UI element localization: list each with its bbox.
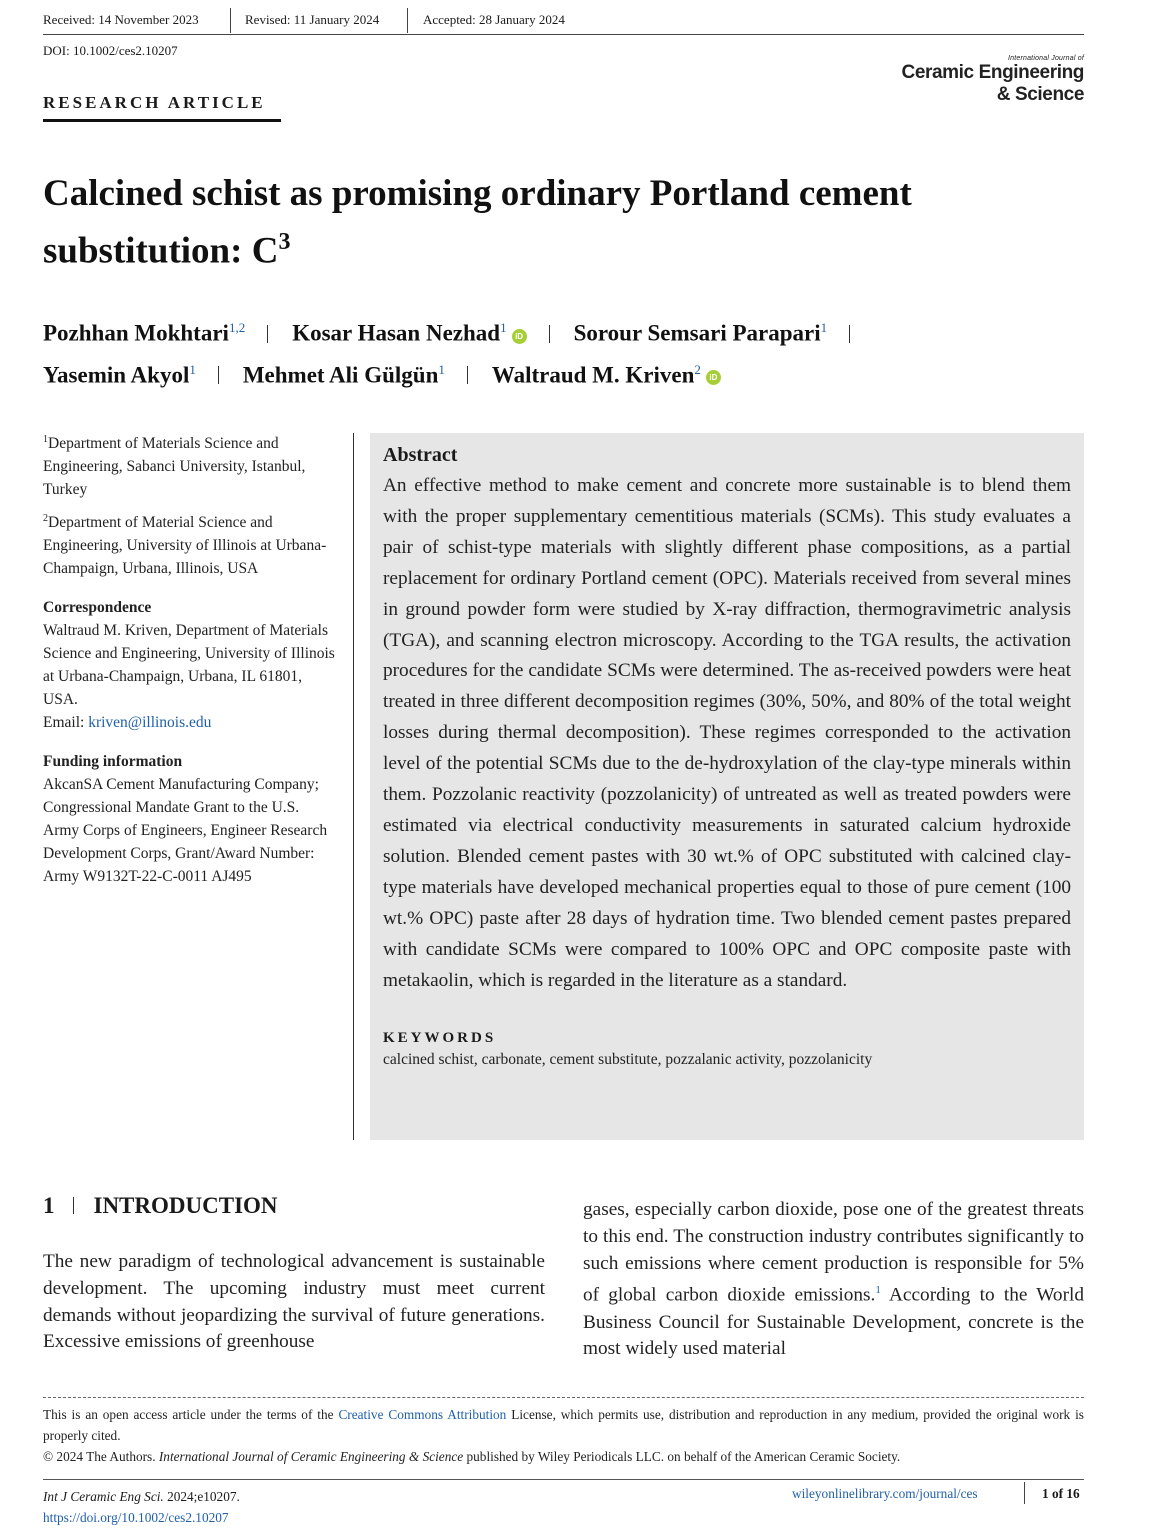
affiliation-ref[interactable]: 1 — [189, 361, 196, 377]
divider — [353, 433, 354, 1140]
doi[interactable]: DOI: 10.1002/ces2.10207 — [43, 43, 178, 58]
accepted-date: Accepted: 28 January 2024 — [423, 12, 565, 27]
correspondence-heading: Correspondence — [43, 599, 152, 617]
divider — [218, 366, 219, 384]
page-number: 1 of 16 — [1042, 1486, 1080, 1501]
journal-logo-small: International Journal of — [1007, 55, 1084, 62]
orcid-icon[interactable]: iD — [512, 329, 527, 344]
keywords: calcined schist, carbonate, cement substitute, pozzalanic activity, pozzolanicity — [383, 1051, 873, 1069]
email-link[interactable]: kriven@illinois.edu — [88, 714, 212, 732]
affiliation-2: $^2$Department of Material Science and Engineering, University of Illinois at Urbana-Champaign, Urbana, Illinois, USA — [43, 513, 327, 578]
article-type: RESEARCH ARTICLE — [43, 93, 281, 122]
doi-link[interactable]: https://doi.org/10.1002/ces2.10207 — [43, 1510, 229, 1525]
divider — [549, 325, 550, 343]
abstract-box — [370, 433, 1084, 1140]
author[interactable]: Yasemin Akyol$^1$ — [43, 361, 196, 388]
email-line: Email: kriven@illinois.edu — [43, 714, 212, 732]
received-date: Received: 14 November 2023 — [43, 12, 199, 27]
divider — [467, 366, 468, 384]
author[interactable]: Kosar Hasan Nezhad$^1$iD — [292, 310, 526, 352]
affiliation-ref[interactable]: 2 — [694, 361, 701, 377]
article-title — [43, 170, 1053, 275]
divider — [267, 325, 268, 343]
revised-date: Revised: 11 January 2024 — [245, 12, 380, 27]
divider — [43, 1479, 1084, 1480]
abstract-text: An effective method to make cement and concrete more sustainable is to blend them with the proper supplementary cementitious materials (SCMs). This study evaluates a pair of schist-type materials with slightly different phase compositions, as a partial replacement for ordinary Portland cement (OPC). Materials received from several mines in ground powder form were studied by X-ray diffraction, thermogravimetric analysis (TGA), and scanning electron microscopy. According to the TGA results, the activation procedures for the candidate SCMs were determined. The as-received powders were heat treated in three different decomposition regimes (30%, 50%, and 80% of the total weight losses during thermal decomposition). These regimes corresponded to the activation level of the potential SCMs due to the de-hydroxylation of the clay-type minerals within them. Pozzolanic reactivity (pozzolanicity) of untreated as well as treated powders were estimated via electrical conductivity measurements in saturated calcium hydroxide solution. Blended cement pastes with 30 wt.% of OPC substituted with calcined clay-type materials have developed mechanical properties equal to those of pure cement (100 wt.% OPC) paste after 28 days of hydration time. Two blended cement pastes prepared with candidate SCMs were compared to 100% OPC and OPC composite paste with metakaolin, which is regarded in the literature as a standard. — [383, 475, 1071, 991]
license-link[interactable]: Creative Commons Attribution — [338, 1407, 507, 1422]
author[interactable]: Mehmet Ali Gülgün$^1$ — [242, 361, 445, 388]
funding-text: AkcanSA Cement Manufacturing Company; Congressional Mandate Grant to the U.S. Army Corps of Engineers, Engineer Research Development Corps, Grant/Award Number: Army W9132T-22-C-0011 AJ495 — [43, 776, 328, 886]
article-sidebar — [43, 428, 335, 888]
journal-logo[interactable] — [902, 55, 1084, 106]
intro-paragraph-right: gases, especially carbon dioxide, pose one of the greatest threats to this end. The construction industry contributes significantly to such emissions where cement production is responsible for 5% of global carbon dioxide emissions.$^1$ According to the World Business Council for Sustainable Development, concrete is the most widely used material — [583, 1199, 1084, 1360]
copyright-note: © 2024 The Authors. International Journal of Ceramic Engineering & Science published by Wiley Periodicals LLC. on behalf of the American Ceramic Society. — [43, 1449, 901, 1464]
affiliation-ref[interactable]: 1 — [820, 320, 828, 335]
affiliation-ref[interactable]: 1 — [438, 361, 445, 377]
author[interactable]: Pozhhan Mokhtari$^{1,2}$ — [43, 320, 246, 346]
dates-row — [43, 10, 1084, 35]
author[interactable]: Sorour Semsari Parapari$^1$ — [573, 320, 828, 346]
divider — [230, 8, 231, 33]
orcid-icon[interactable]: iD — [706, 370, 721, 385]
title-text: Calcined schist as promising ordinary Portland cement substitution: C — [43, 173, 912, 272]
affiliation-1: $^1$Department of Materials Science and Engineering, Sabanci University, Istanbul, Turkey — [43, 434, 306, 499]
divider — [1024, 1482, 1025, 1504]
divider — [407, 8, 408, 33]
divider — [849, 325, 850, 343]
affiliation-ref[interactable]: 1 — [500, 320, 507, 335]
author-list — [43, 310, 1093, 393]
keywords-heading: KEYWORDS — [383, 1030, 497, 1047]
abstract-heading: Abstract — [383, 444, 458, 466]
title-superscript: 3 — [278, 229, 291, 255]
funding-heading: Funding information — [43, 753, 183, 771]
citation: Int J Ceramic Eng Sci. 2024;e10207. https://doi.org/10.1002/ces2.10207 — [43, 1489, 240, 1525]
author[interactable]: Waltraud M. Kriven$^2$iD — [492, 352, 721, 394]
reference-link[interactable]: 1 — [875, 1284, 881, 1297]
journal-logo-line2: & Science — [996, 84, 1084, 105]
license-note: This is an open access article under the terms of the Creative Commons Attribution License, which permits use, distribution and reproduction in any medium, provided the original work is properly cited. — [43, 1407, 1084, 1443]
correspondence-text: Waltraud M. Kriven, Department of Materials Science and Engineering, University of Illinois at Urbana-Champaign, Urbana, IL 61801, USA. — [43, 622, 335, 709]
divider — [73, 1197, 74, 1214]
divider — [43, 1397, 1084, 1398]
journal-logo-line1: Ceramic Engineering — [901, 62, 1084, 83]
section-heading: 1 INTRODUCTION — [43, 1193, 278, 1218]
affiliation-ref[interactable]: 1,2 — [228, 320, 246, 335]
journal-url-link[interactable]: wileyonlinelibrary.com/journal/ces — [792, 1486, 978, 1501]
intro-paragraph-left: The new paradigm of technological advancement is sustainable development. The upcoming industry must meet current demands without jeopardizing the survival of future generations. Excessive emissions of greenhouse — [43, 1251, 545, 1353]
